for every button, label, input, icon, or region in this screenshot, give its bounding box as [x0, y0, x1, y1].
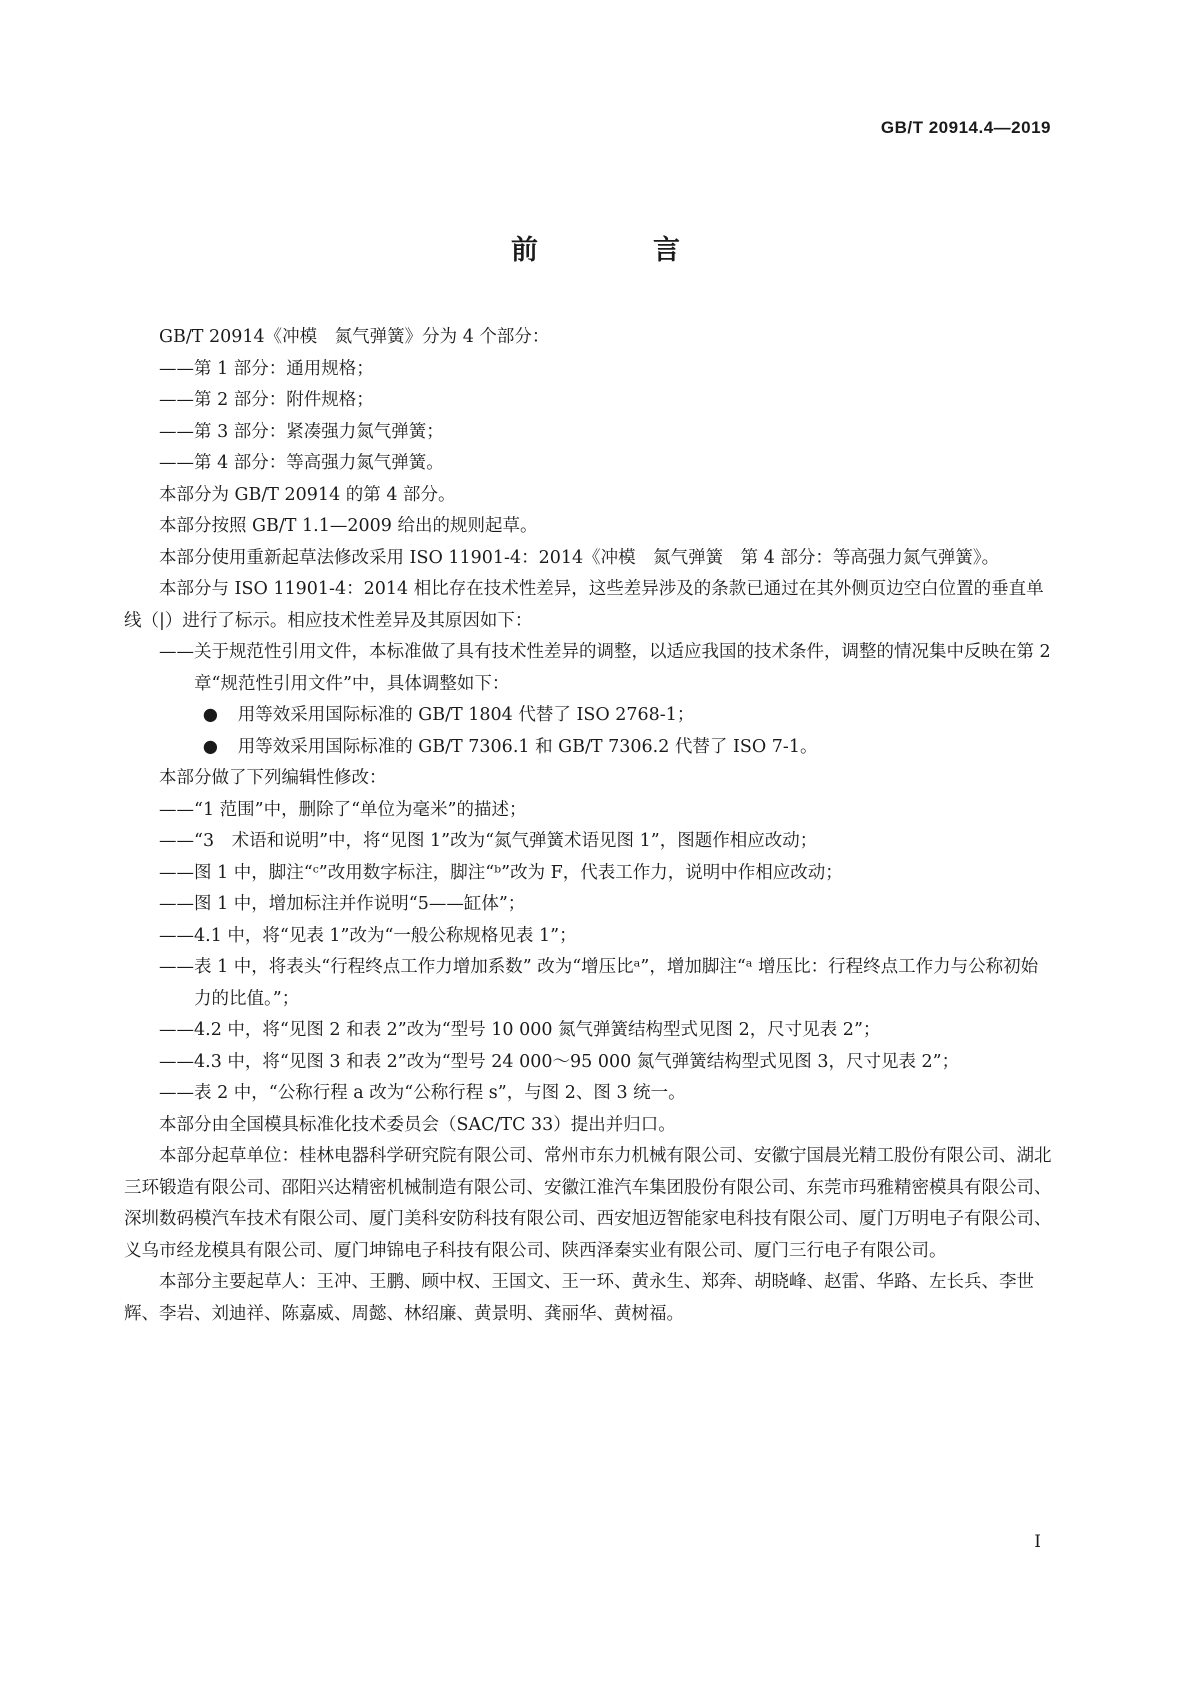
dash-list-item: ——表 1 中，将表头“行程终点工作力增加系数” 改为“增压比ᵃ”，增加脚注“ᵃ 增压比：行程终点工作力与公称初始力的比值。”； [159, 957, 1039, 1009]
dash-list-item: ——4.2 中，将“见图 2 和表 2”改为“型号 10 000 氮气弹簧结构型式见图 2，尺寸见表 2”； [159, 1020, 881, 1040]
paragraph: 本部分使用重新起草法修改采用 ISO 11901-4：2014《冲模 氮气弹簧 第 4 部分：等高强力氮气弹簧》。 [159, 547, 1000, 568]
paragraph: 本部分为 GB/T 20914 的第 4 部分。 [159, 484, 456, 505]
bullet-text: 用等效采用国际标准的 GB/T 7306.1 和 GB/T 7306.2 代替了 ISO 7-1。 [237, 736, 818, 757]
dash-list-item: ——第 3 部分：紧凑强力氮气弹簧； [159, 421, 444, 442]
dash-list-item: ——图 1 中，增加标注并作说明“5——缸体”； [159, 894, 526, 914]
bullet-item [203, 700, 1052, 732]
page-title: 前 言 [511, 235, 724, 266]
paragraph: 本部分主要起草人：王冲、王鹏、顾中权、王国文、王一环、黄永生、郑奔、胡晓峰、赵雷、华路、左长兵、李世辉、李岩、刘迪祥、陈嘉威、周懿、林绍廉、黄景明、龚丽华、黄树福。 [124, 1272, 1034, 1324]
dash-list-item: ——“1 范围”中，删除了“单位为毫米”的描述； [159, 799, 527, 820]
dash-list-item: ——表 2 中，“公称行程 a 改为“公称行程 s”，与图 2、图 3 统一。 [159, 1083, 686, 1103]
dash-list-item: ——图 1 中，脚注“ᶜ”改用数字标注，脚注“ᵇ”改为 F，代表工作力，说明中作相应改动； [159, 862, 843, 883]
paragraph: 本部分按照 GB/T 1.1—2009 给出的规则起草。 [159, 516, 538, 536]
dash-list-item: ——“3 术语和说明”中，将“见图 1”改为“氮气弹簧术语见图 1”，图题作相应改动； [159, 831, 818, 851]
paragraph: 本部分由全国模具标准化技术委员会（SAC/TC 33）提出并归口。 [159, 1114, 676, 1135]
paragraph: 本部分起草单位：桂林电器科学研究院有限公司、常州市东力机械有限公司、安徽宁国晨光精工股份有限公司、湖北三环锻造有限公司、邵阳兴达精密机械制造有限公司、安徽江淮汽车集团股份有限公司、东莞市玛雅精密模具有限公司、深圳数码模汽车技术有限公司、厦门美科安防科技有限公司、西安旭迈智能家电科技有限公司、厦门万明电子有限公司、义乌市经龙模具有限公司、厦门坤锦电子科技有限公司、陕西泽秦实业有限公司、厦门三行电子有限公司。 [124, 1146, 1052, 1261]
dash-list-item: ——第 2 部分：附件规格； [159, 390, 374, 410]
dash-list-item: ——第 4 部分：等高强力氮气弹簧。 [159, 453, 444, 473]
bullet-text: 用等效采用国际标准的 GB/T 1804 代替了 ISO 2768-1； [237, 705, 695, 725]
bullet-item [203, 732, 1052, 764]
paragraph: 本部分做了下列编辑性修改： [159, 768, 387, 788]
dash-list-item: ——关于规范性引用文件，本标准做了具有技术性差异的调整，以适应我国的技术条件，调整的情况集中反映在第 2 章“规范性引用文件”中，具体调整如下： [159, 642, 1051, 694]
foreword-body [124, 322, 1052, 1330]
standard-code: GB/T 20914.4—2019 [880, 118, 1051, 137]
bullet-icon: ● [202, 705, 219, 725]
dash-list-item: ——第 1 部分：通用规格； [159, 358, 374, 379]
paragraph: GB/T 20914《冲模 氮气弹簧》分为 4 个部分： [159, 327, 550, 347]
page-number: I [1034, 1532, 1041, 1552]
dash-list-item: ——4.1 中，将“见表 1”改为“一般公称规格见表 1”； [159, 925, 577, 946]
dash-list-item: ——4.3 中，将“见图 3 和表 2”改为“型号 24 000～95 000 氮气弹簧结构型式见图 3，尺寸见表 2”； [159, 1051, 960, 1072]
bullet-icon: ● [202, 736, 219, 757]
paragraph: 本部分与 ISO 11901-4：2014 相比存在技术性差异，这些差异涉及的条款已通过在其外侧页边空白位置的垂直单线（|）进行了标示。相应技术性差异及其原因如下： [124, 579, 1044, 631]
